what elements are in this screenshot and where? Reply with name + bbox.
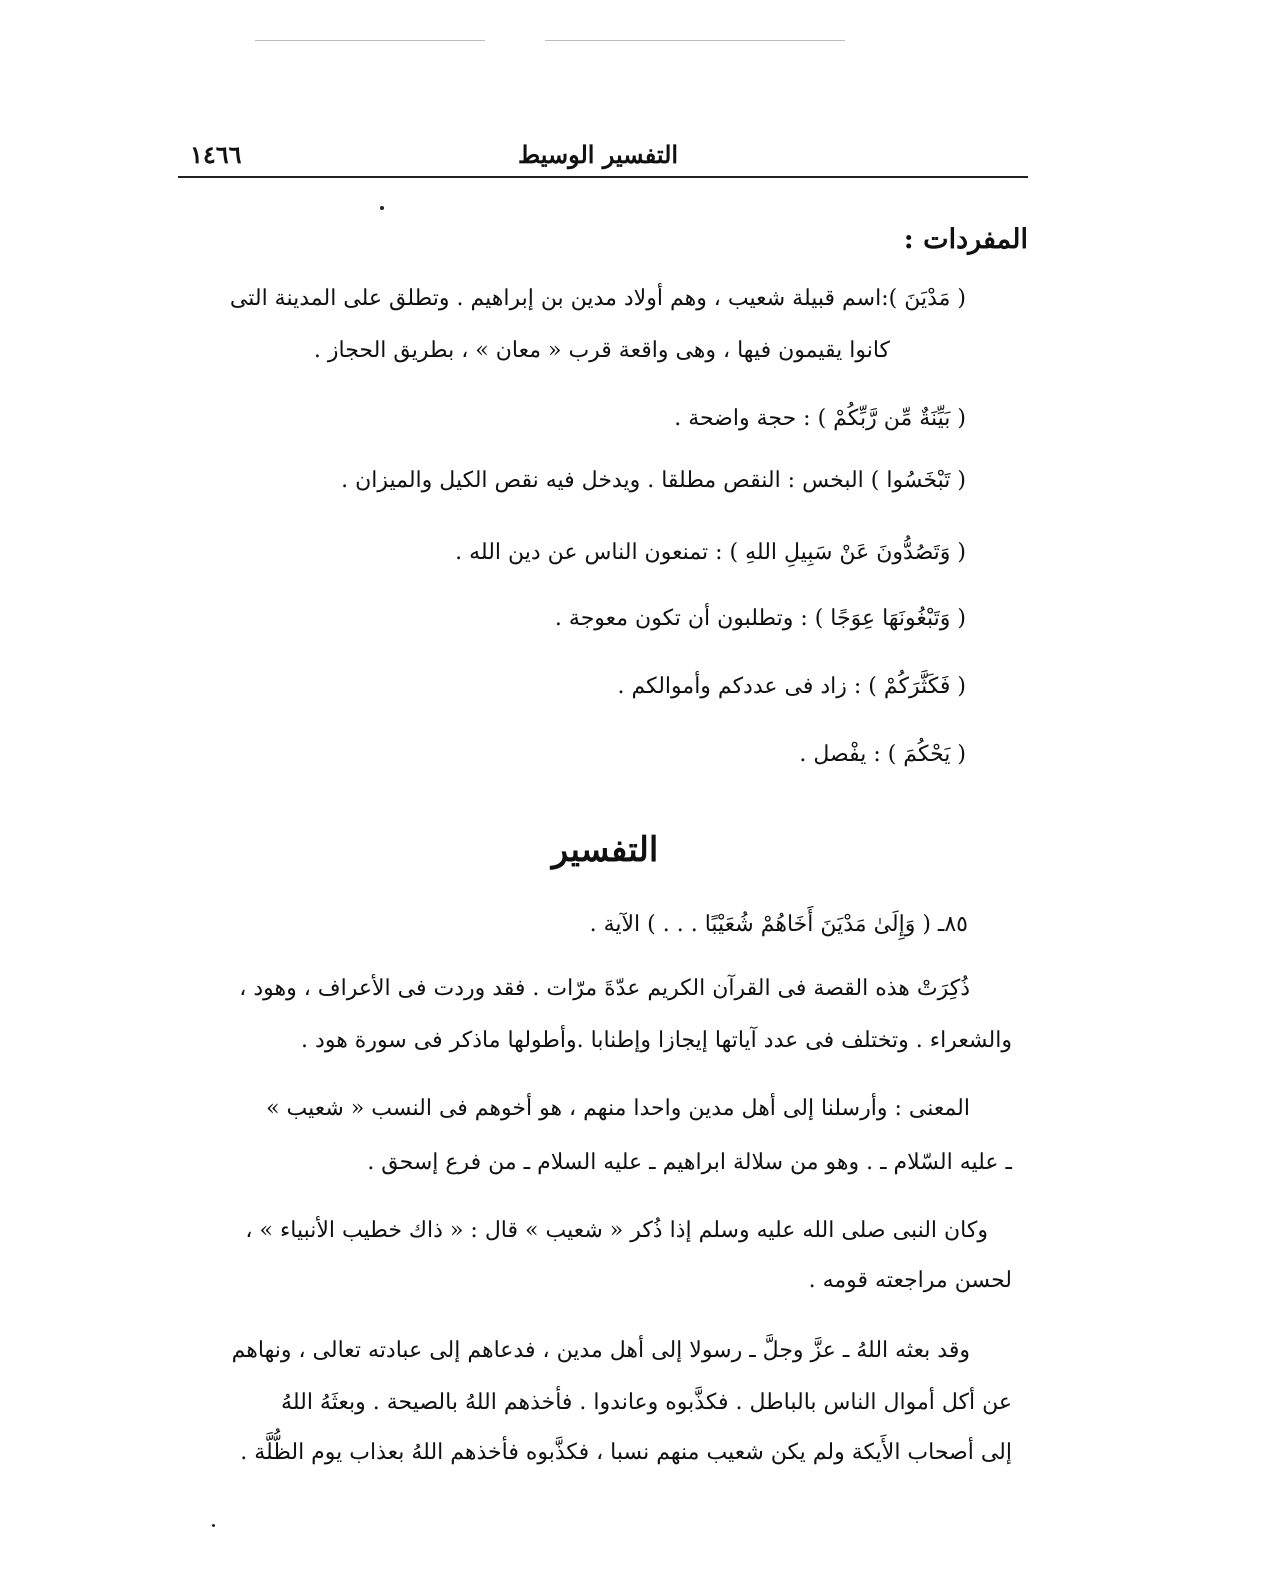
- book-title: التفسير الوسيط: [517, 140, 679, 169]
- running-header: [178, 140, 1028, 174]
- vocabulary-heading: المفردات :: [903, 224, 1028, 255]
- scan-speck: [380, 206, 384, 210]
- vocab-entry-line: ( يَحْكُمَ ) : يفْصل .: [799, 742, 966, 767]
- vocab-entry-line: ( فَكَثَّرَكُمْ ) : زاد فى عددكم وأموالكم .: [617, 674, 966, 699]
- vocab-entry-line: ( تَبْخَسُوا ) البخس : النقص مطلقا . ويدخل فيه نقص الكيل والميزان .: [341, 468, 966, 493]
- vocab-entry-line: ( وَتَبْغُونَهَا عِوَجًا ) : وتطلبون أن تكون معوجة .: [554, 606, 966, 631]
- page-number: ١٤٦٦: [190, 140, 242, 169]
- header-rule: [178, 176, 1028, 178]
- paragraph-line: ـ عليه السّلام ـ . وهو من سلالة ابراهيم ـ عليه السلام ـ من فرع إسحق .: [367, 1150, 1012, 1175]
- paragraph-line: وقد بعثه اللهُ ـ عزَّ وجلَّ ـ رسولا إلى أهل مدين ، فدعاهم إلى عبادته تعالى ، ونهاهم: [231, 1338, 970, 1363]
- paragraph-line: ذُكِرَتْ هذه القصة فى القرآن الكريم عدّةَ مرّات . فقد وردت فى الأعراف ، وهود ،: [239, 976, 970, 1001]
- paragraph-line: وكان النبى صلى الله عليه وسلم إذا ذُكر « شعيب » قال : « ذاك خطيب الأنبياء » ،: [245, 1218, 988, 1243]
- tafsir-heading: التفسير: [551, 830, 659, 870]
- scan-speck: [212, 1524, 215, 1527]
- paragraph-line: عن أكل أموال الناس بالباطل . فكذَّبوه وعاندوا . فأخذهم اللهُ بالصيحة . وبعثَهُ اللهُ: [281, 1390, 1012, 1415]
- vocab-entry-line: ( بَيِّنَةٌ مِّن رَّبِّكُمْ ) : حجة واضحة .: [674, 406, 966, 431]
- scan-artifact-line: [545, 40, 845, 41]
- scan-artifact-line: [255, 40, 485, 41]
- paragraph-line: والشعراء . وتختلف فى عدد آياتها إيجازا وإطنابا .وأطولها ماذكر فى سورة هود .: [301, 1028, 1012, 1053]
- paragraph-line: إلى أصحاب الأَيكة ولم يكن شعيب منهم نسبا ، فكذَّبوه فأخذهم اللهُ بعذاب يوم الظُّلَّة .: [240, 1440, 1012, 1465]
- vocab-entry-line: ( وَتَصُدُّونَ عَنْ سَبِيلِ اللهِ ) : تمنعون الناس عن دين الله .: [455, 540, 966, 565]
- vocab-entry-line: ( مَدْيَنَ ):اسم قبيلة شعيب ، وهم أولاد مدين بن إبراهيم . وتطلق على المدينة التى: [229, 286, 966, 311]
- paragraph-line: المعنى : وأرسلنا إلى أهل مدين واحدا منهم ، هو أخوهم فى النسب « شعيب »: [266, 1096, 970, 1121]
- paragraph-line: لحسن مراجعته قومه .: [808, 1268, 1012, 1293]
- verse-reference: ٨٥ـ ( وَإِلَىٰ مَدْيَنَ أَخَاهُمْ شُعَيْبًا . . . ) الآية .: [589, 912, 968, 937]
- vocab-entry-line: كانوا يقيمون فيها ، وهى واقعة قرب « معان » ، بطريق الحجاز .: [313, 338, 890, 363]
